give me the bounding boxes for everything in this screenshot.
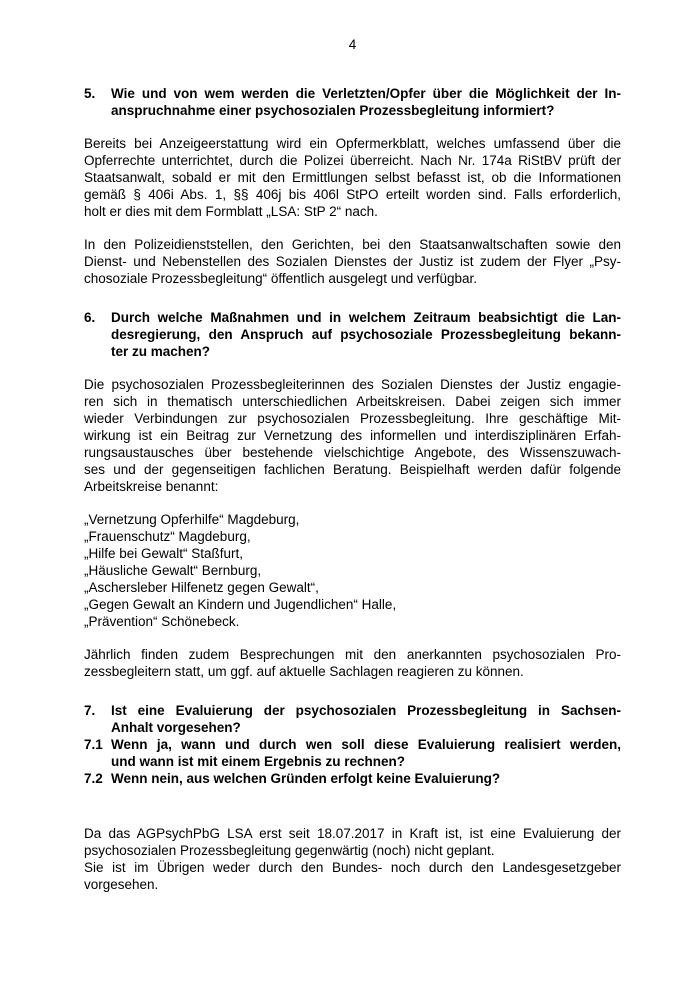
text-line: vorgesehen. [84, 877, 159, 892]
text-line: Arbeitskreise benannt: [84, 479, 219, 494]
heading-line: und wann ist mit einem Ergebnis zu rechnen? [111, 754, 406, 769]
list-line: „Häusliche Gewalt“ Bernburg, [84, 563, 262, 578]
text-line: ses und der gegenseitigen fachlichen Beratung. Beispielhaft werden dafür folgende [84, 462, 621, 477]
question-heading [84, 770, 621, 787]
heading-line: ter zu machen? [111, 344, 211, 359]
question-text [111, 770, 621, 787]
document-body [84, 85, 621, 893]
page-number: 4 [348, 37, 357, 52]
quoted-list [84, 511, 621, 630]
question-number: 7.2 [84, 771, 103, 786]
text-line: chosoziale Prozessbegleitung“ öffentlich ausgelegt und verfügbar. [84, 271, 478, 286]
paragraph [84, 825, 621, 859]
text-line: Sie ist im Übrigen weder durch den Bundes- noch durch den Landesgesetzgeber [84, 860, 621, 875]
question-heading [84, 85, 621, 119]
text-line: Bereits bei Anzeigeerstattung wird ein Opfermerkblatt, welches umfassend über die [84, 136, 621, 151]
list-line: „Prävention“ Schönebeck. [84, 614, 240, 629]
question-number: 6. [84, 310, 96, 325]
text-line: psychosozialen Prozessbegleitung gegenwärtig (noch) nicht geplant. [84, 843, 495, 858]
paragraph [84, 859, 621, 893]
question-number: 7. [84, 703, 96, 718]
paragraph [84, 646, 621, 680]
heading-line: Durch welche Maßnahmen und in welchem Zeitraum beabsichtigt die Lan- [111, 310, 621, 325]
heading-line: desregierung, den Anspruch auf psychosoziale Prozessbegleitung bekann- [111, 327, 621, 342]
text-line: Da das AGPsychPbG LSA erst seit 18.07.2017 in Kraft ist, ist eine Evaluierung der [84, 826, 621, 841]
text-line: holt er dies mit dem Formblatt „LSA: StP 2“ nach. [84, 204, 378, 219]
text-line: wirkung ist ein Beitrag zur Vernetzung des informellen und interdisziplinären Erfah- [84, 428, 621, 443]
question-heading [84, 309, 621, 360]
heading-line: Wenn ja, wann und durch wen soll diese Evaluierung realisiert werden, [111, 737, 621, 752]
question-heading [84, 736, 621, 770]
list-line: „Hilfe bei Gewalt“ Staßfurt, [84, 546, 244, 561]
paragraph [84, 236, 621, 287]
text-line: gemäß § 406i Abs. 1, §§ 406j bis 406l StPO erteilt worden sind. Falls erforderlich, [84, 187, 621, 202]
question-text [111, 736, 621, 770]
text-line: Opferrechte unterrichtet, durch die Polizei überreicht. Nach Nr. 174a RiStBV prüft der [84, 153, 621, 168]
heading-line: Ist eine Evaluierung der psychosozialen Prozessbegleitung in Sachsen- [111, 703, 621, 718]
paragraph [84, 135, 621, 220]
list-line: „Frauenschutz“ Magdeburg, [84, 529, 251, 544]
text-line: Dienst- und Nebenstellen des Sozialen Dienstes der Justiz ist zudem der Flyer „Psy- [84, 254, 621, 269]
paragraph [84, 376, 621, 495]
heading-line: Wie und von wem werden die Verletzten/Opfer über die Möglichkeit der In- [111, 86, 621, 101]
heading-line: anspruchnahme einer psychosozialen Prozessbegleitung informiert? [111, 103, 555, 118]
question-number: 7.1 [84, 737, 103, 752]
question-text [111, 702, 621, 736]
list-line: „Gegen Gewalt an Kindern und Jugendlichen“ Halle, [84, 597, 397, 612]
text-line: Die psychosozialen Prozessbegleiterinnen des Sozialen Dienstes der Justiz engagie- [84, 377, 621, 392]
list-line: „Aschersleber Hilfenetz gegen Gewalt“, [84, 580, 319, 595]
question-text [111, 309, 621, 360]
text-line: zessbegleitern statt, um ggf. auf aktuelle Sachlagen reagieren zu können. [84, 664, 524, 679]
heading-line: Wenn nein, aus welchen Gründen erfolgt keine Evaluierung? [111, 771, 501, 786]
text-line: ren sich in thematisch unterschiedlichen Arbeitskreisen. Dabei zeigen sich immer [84, 394, 621, 409]
heading-line: Anhalt vorgesehen? [111, 720, 241, 735]
question-text [111, 85, 621, 119]
text-line: Staatsanwalt, sobald er mit den Ermittlungen selbst befasst ist, ob die Informationen [84, 170, 621, 185]
text-line: rungsaustausches über bestehende vielschichtige Angebote, des Wissenszuwach- [84, 445, 621, 460]
question-heading [84, 702, 621, 736]
text-line: Jährlich finden zudem Besprechungen mit den anerkannten psychosozialen Pro- [84, 647, 621, 662]
text-line: In den Polizeidienststellen, den Gerichten, bei den Staatsanwaltschaften sowie den [84, 237, 621, 252]
text-line: wieder Verbindungen zur psychosozialen Prozessbegleitung. Ihre geschäftige Mit- [84, 411, 621, 426]
list-line: „Vernetzung Opferhilfe“ Magdeburg, [84, 512, 300, 527]
question-number: 5. [84, 86, 96, 101]
